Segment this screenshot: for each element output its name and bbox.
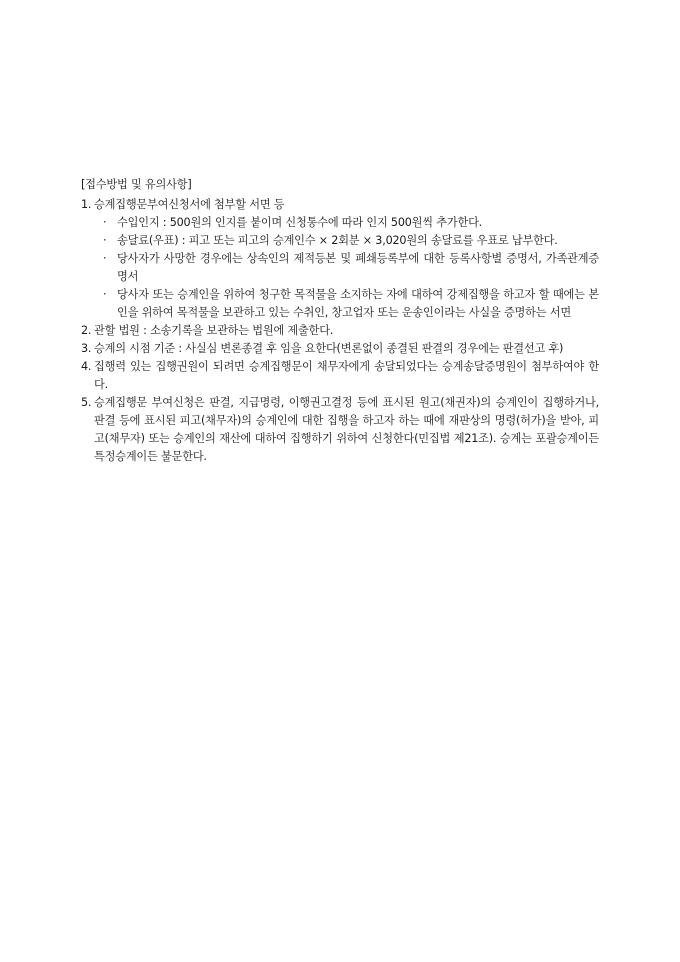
sub-item [81,214,599,232]
item-number: 2. [81,324,92,337]
item-number: 5. [81,396,92,409]
list-item-5 [81,394,599,466]
bullet-icon: · [103,234,107,247]
list-item-3 [81,340,599,358]
sub-item-text: 수입인지 : 500원의 인지를 붙이며 신청통수에 따라 인지 500원씩 추가한다. [117,216,483,229]
item-text: 승계의 시점 기준 : 사실심 변론종결 후 임을 요한다(변론없이 종결된 판결의 경우에는 판결선고 후) [94,342,564,355]
section-heading: [접수방법 및 유의사항] [81,178,192,191]
item-number: 1. [81,198,92,211]
item-number: 3. [81,342,92,355]
list-item-4 [81,358,599,394]
sub-item [81,250,599,286]
sub-item-text: 송달료(우표) : 피고 또는 피고의 승계인수 × 2회분 × 3,020원의 송달료를 우표로 납부한다. [117,234,558,247]
item-text: 집행력 있는 집행권원이 되려면 승계집행문이 채무자에게 송달되었다는 승계송달증명원이 첨부하여야 한다. [94,360,599,391]
sub-item-text: 당사자가 사망한 경우에는 상속인의 제적등본 및 폐쇄등록부에 대한 등록사항별 증명서, 가족관계증명서 [117,252,599,283]
list-item-1 [81,196,599,214]
sub-item-text: 당사자 또는 승계인을 위하여 청구한 목적물을 소지하는 자에 대하여 강제집행을 하고자 할 때에는 본인을 위하여 목적물을 보관하고 있는 수취인, 창고업자 또는 운송인이라는 사실을 증명하는 서면 [117,288,599,319]
item-text: 승계집행문부여신청서에 첨부할 서면 등 [94,198,285,211]
list-item-2 [81,322,599,340]
item-number: 4. [81,360,92,373]
item-text: 관할 법원 : 소송기록을 보관하는 법원에 제출한다. [94,324,334,337]
document-body [81,176,599,466]
bullet-icon: · [103,252,107,265]
item-text: 승계집행문 부여신청은 판결, 지급명령, 이행권고결정 등에 표시된 원고(채권자)의 승계인이 집행하거나, 판결 등에 표시된 피고(채무자)의 승계인에 대한 집행을 하고자 하는 때에 재판상의 명령(허가)을 받아, 피고(채무자) 또는 승계인의 재산에 대하여 집행하기 위하여 신청한다(민집법 제21조). 승계는 포괄승계이든 특정승계이든 불문한다. [94,396,599,463]
bullet-icon: · [103,216,107,229]
sub-item [81,286,599,322]
sub-item [81,232,599,250]
bullet-icon: · [103,288,107,301]
